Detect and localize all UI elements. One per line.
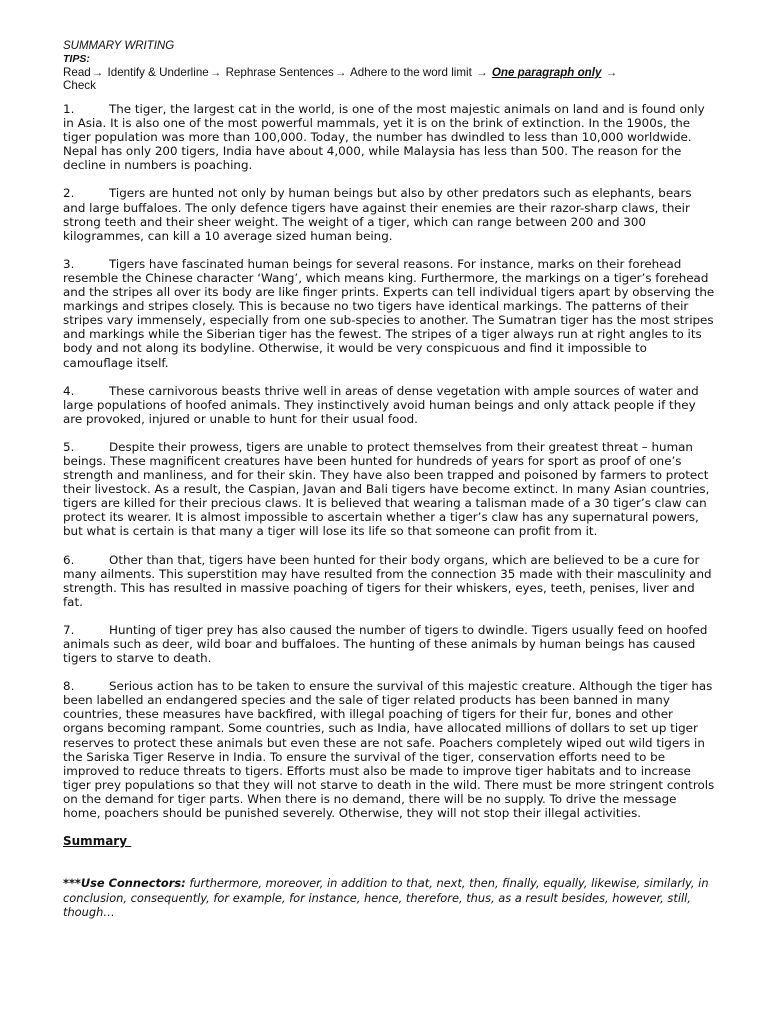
paragraph-number: 5. — [63, 439, 75, 454]
paragraph-text: Despite their prowess, tigers are unable to protect themselves from their greatest threat – human beings. These magnificent creatures have been hunted for hundreds of years for sport as proof of one’s strength and manliness, and for their skin. They have also been trapped and poisoned by farmers to protect their livestock. As a result, the Caspian, Javan and Bali tigers have become extinct. In many Asian countries, tigers are killed for their precious claws. It is believed that wearing a talisman made of a 30 tiger’s claw can protect its wearer. It is almost impossible to ascertain whether a tiger’s claw has any supernatural powers, but what is certain is that many a tiger will lose its life so that someone can profit from it. — [63, 439, 710, 539]
step-rephrase: Rephrase Sentences — [225, 66, 334, 79]
paragraph-text: Tigers are hunted not only by human beings but also by other predators such as elephants, bears and large buffaloes. The only defence tigers have against their enemies are their razor-sharp claws, their strong teeth and their sheer weight. The weight of a tiger, which can range between 200 and 300 kilogrammes, can kill a 10 average sized human being. — [63, 186, 692, 243]
paragraph-text: Other than that, tigers have been hunted for their body organs, which are believed to be a cure for many ailments. This superstition may have resulted from the connection 35 made with their masculinity and strength. This has resulted in massive poaching of tigers for their whiskers, eyes, teeth, penises, liver and fat. — [63, 552, 712, 609]
paragraph-number: 4. — [63, 383, 75, 398]
step-identify: Identify & Underline — [107, 66, 209, 79]
step-word-limit: Adhere to the word limit — [350, 66, 472, 79]
paragraph-6 — [63, 553, 715, 609]
connectors-note — [63, 876, 715, 920]
tips-label: TIPS: — [63, 53, 90, 65]
paragraph-1 — [63, 102, 715, 172]
paragraph-text: Tigers have fascinated human beings for several reasons. For instance, marks on their forehead resemble the Chinese character ‘Wang’, which means king. Furthermore, the markings on a tiger’s forehead and the stripes all over its body are like finger prints. Experts can tell individual tigers apart by observing the markings and stripes closely. This is because no two tigers have identical markings. The patterns of their stripes vary immensely, especially from one sub-species to another. The Sumatran tiger has the most stripes and markings while the Siberian tiger has the fewest. The stripes of a tiger always run at right angles to its body and not along its bodyline. Otherwise, it would be very conspicuous and find it impossible to camouflage itself. — [63, 256, 715, 370]
arrow-icon: → — [91, 66, 104, 79]
connectors-label: ***Use Connectors: — [63, 876, 186, 891]
step-read: Read — [63, 66, 91, 79]
paragraph-7 — [63, 623, 715, 665]
paragraph-5 — [63, 440, 715, 539]
tips-steps — [63, 66, 715, 92]
arrow-icon: → — [209, 66, 222, 79]
paragraph-text: The tiger, the largest cat in the world, is one of the most majestic animals on land and is found only in Asia. It is also one of the most powerful mammals, yet it is on the brink of extinction. In the 1900s, the tiger population was more than 100,000. Today, the number has dwindled to less than 10,000 worldwide. Nepal has only 200 tigers, India have about 4,000, while Malaysia has less than 500. The reason for the decline in numbers is poaching. — [63, 102, 705, 173]
paragraph-3 — [63, 257, 715, 370]
paragraph-number: 6. — [63, 552, 75, 567]
paragraph-8 — [63, 679, 715, 820]
paragraph-2 — [63, 186, 715, 242]
paragraph-text: Hunting of tiger prey has also caused the number of tigers to dwindle. Tigers usually feed on hoofed animals such as deer, wild boar and buffaloes. The hunting of these animals by human beings has caused tigers to starve to death. — [63, 622, 708, 666]
paragraph-number: 2. — [63, 186, 75, 201]
paragraph-number: 7. — [63, 622, 75, 637]
arrow-icon: → — [334, 66, 347, 79]
paragraph-4 — [63, 384, 715, 426]
paragraph-number: 3. — [63, 256, 75, 271]
paragraph-number: 1. — [63, 102, 75, 116]
summary-heading: Summary — [63, 834, 132, 849]
step-one-paragraph: One paragraph only — [491, 66, 602, 79]
document-page — [63, 40, 715, 920]
step-check: Check — [63, 79, 96, 92]
paragraph-text: These carnivorous beasts thrive well in areas of dense vegetation with ample sources of water and large populations of hoofed animals. They instinctively avoid human beings and only attack people if they are provoked, injured or unable to hunt for their usual food. — [63, 383, 699, 426]
paragraph-text: Serious action has to be taken to ensure the survival of this majestic creature. Although the tiger has been labelled an endangered species and the sale of tiger related products has been banned in many countries, these measures have backfired, with illegal poaching of tigers for their fur, bones and other organs becoming rampant. Some countries, such as India, have allocated millions of dollars to set up tiger reserves to protect these animals but even these are not safe. Poachers completely wiped out wild tigers in the Sariska Tiger Reserve in India. To ensure the survival of the tiger, conservation efforts need to be improved to reduce threats to tigers. Efforts must also be made to improve tiger habitats and to increase tiger prey populations so that they will not starve to death in the wild. There must be more stringent controls on the demand for tiger parts. When there is no demand, there will be no supply. To drive the message home, poachers should be punished severely. Otherwise, they will not stop their illegal activities. — [63, 679, 715, 821]
arrow-icon: → — [605, 66, 618, 79]
document-title: SUMMARY WRITING — [63, 40, 175, 52]
paragraph-number: 8. — [63, 679, 75, 694]
connectors-list: furthermore, moreover, in addition to that, next, then, finally, equally, likewise, similarly, in conclusion, consequently, for example, for instance, hence, therefore, thus, as a result besides, however, still, though… — [63, 876, 709, 920]
document-header — [63, 40, 715, 92]
arrow-icon: → — [476, 66, 488, 79]
